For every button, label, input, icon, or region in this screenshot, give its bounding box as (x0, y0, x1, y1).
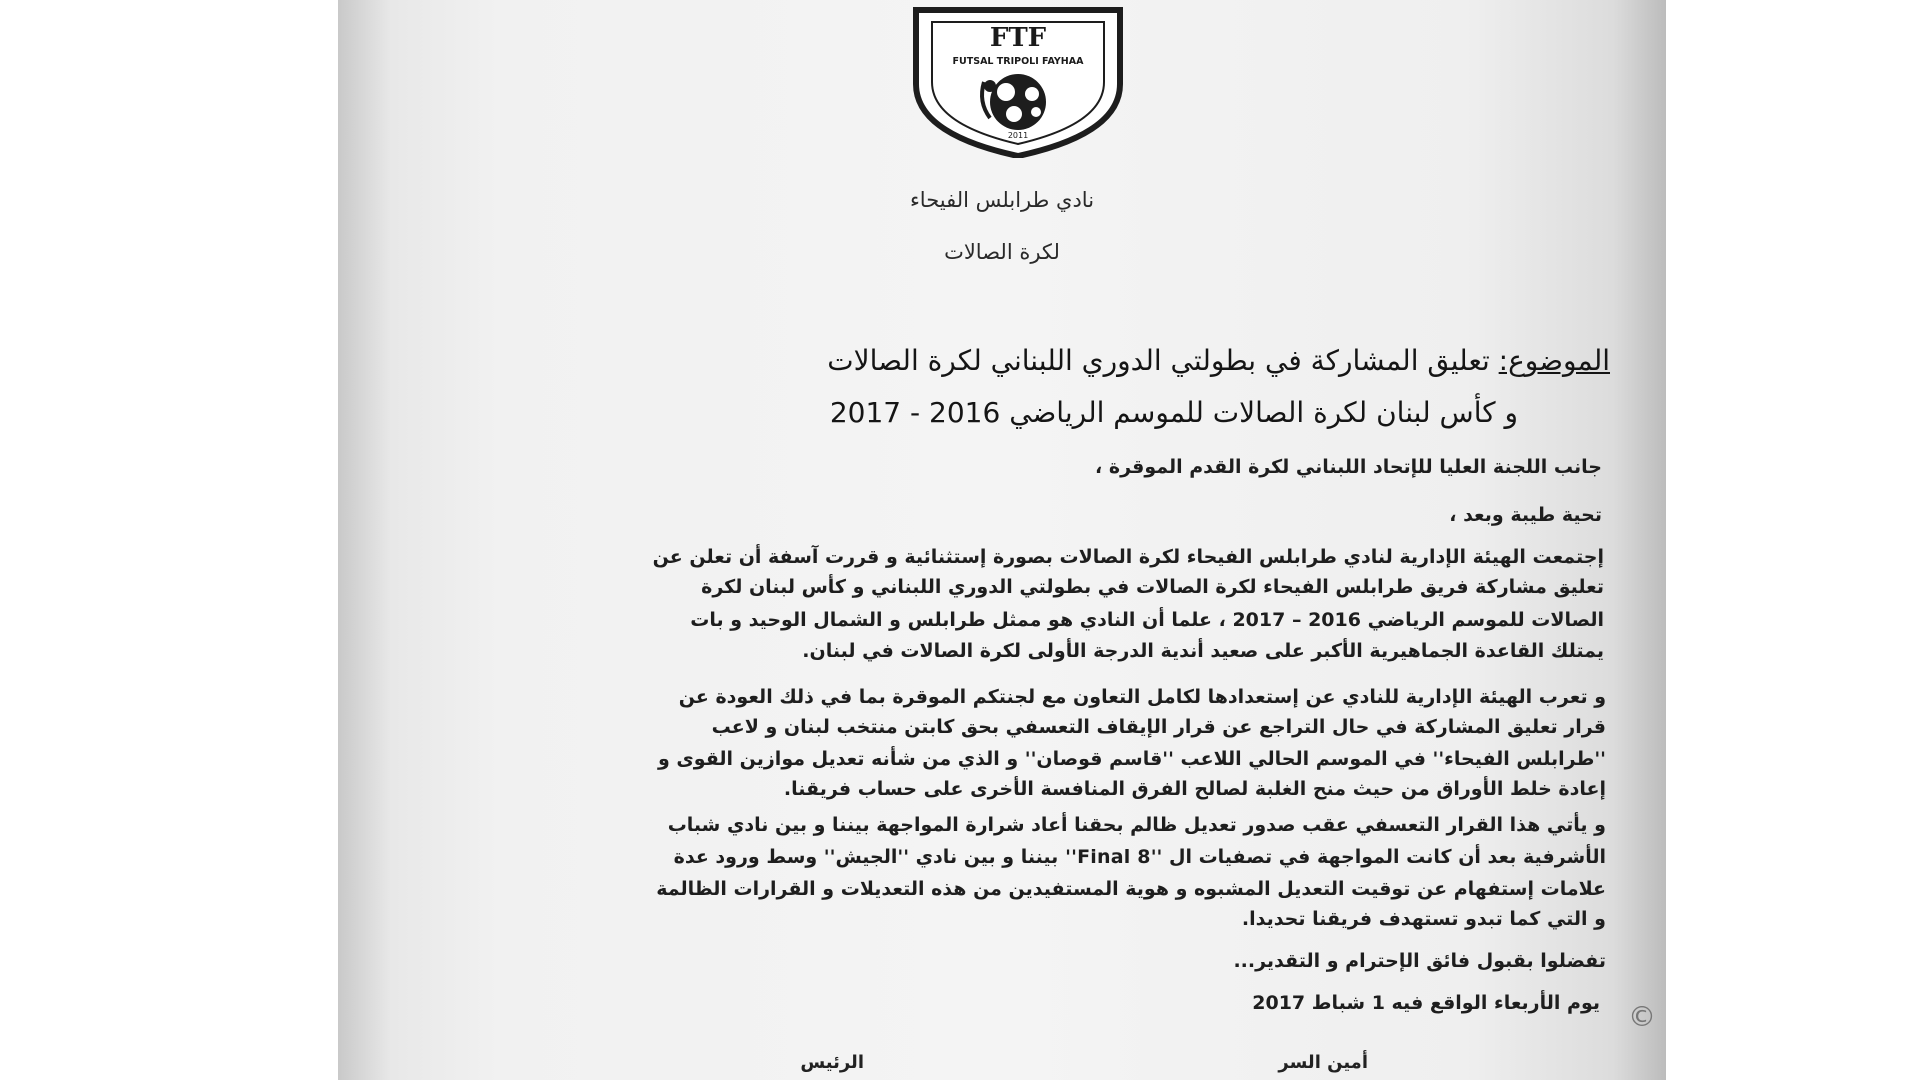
paragraph-3-line-4: و التي كما تبدو تستهدف فريقنا تحديدا. (1241, 908, 1606, 930)
paragraph-1-line-2: تعليق مشاركة فريق طرابلس الفيحاء لكرة الصالات في بطولتي الدوري اللبناني و كأس لبنان لكرة (701, 576, 1604, 598)
paragraph-1-line-3: الصالات للموسم الرياضي 2016 – 2017 ، علما أن النادي هو ممثل طرابلس و الشمال الوحيد و بات (690, 609, 1604, 631)
closing-line: تفضلوا بقبول فائق الإحترام و التقدير... (1233, 950, 1606, 972)
club-sport: لكرة الصالات (944, 240, 1060, 264)
left-margin (0, 0, 338, 1080)
paragraph-3-line-2: الأشرفية بعد أن كانت المواجهة في تصفيات ال ''Final 8'' بيننا و بين نادي ''الجيش'' وسط ورود عدة (673, 846, 1606, 868)
logo-letters: FTF (989, 23, 1047, 53)
signature-secretary: أمين السر (1278, 1052, 1368, 1073)
letter-page (338, 0, 1666, 1080)
greeting: تحية طيبة وبعد ، (1449, 504, 1602, 526)
paragraph-2-line-4: إعادة خلط الأوراق من حيث منح الغلبة لصالح الفرق المنافسة الأخرى على حساب فريقنا. (783, 778, 1606, 800)
subject-text-1: تعليق المشاركة في بطولتي الدوري اللبناني لكرة الصالات (827, 344, 1490, 377)
subject-label: الموضوع: (1498, 344, 1610, 377)
addressee: جانب اللجنة العليا للإتحاد اللبناني لكرة القدم الموقرة ، (1095, 456, 1602, 478)
club-logo (898, 6, 1138, 158)
paragraph-2-line-2: قرار تعليق المشاركة في حال التراجع عن قرار الإيقاف التعسفي بحق كابتن منتخب لبنان و لاعب (711, 716, 1606, 738)
logo-year: 2011 (1007, 131, 1029, 140)
paragraph-3-line-3: علامات إستفهام عن توقيت التعديل المشبوه و هوية المستفيدين من هذه التعديلات و القرارات الظالمة (656, 878, 1606, 900)
subject-line-1 (378, 344, 1610, 377)
paragraph-1-line-4: يمتلك القاعدة الجماهيرية الأكبر على صعيد أندية الدرجة الأولى لكرة الصالات في لبنان. (802, 640, 1604, 662)
signature-president: الرئيس (800, 1052, 864, 1073)
paragraph-2-line-1: و تعرب الهيئة الإدارية للنادي عن إستعدادها لكامل التعاون مع لجنتكم الموقرة بما في ذلك العودة عن (678, 686, 1606, 708)
date-line: يوم الأربعاء الواقع فيه 1 شباط 2017 (1252, 992, 1600, 1014)
paragraph-2-line-3: ''طرابلس الفيحاء'' في الموسم الحالي اللاعب ''قاسم قوصان'' و الذي من شأنه تعديل موازين القوى و (657, 748, 1606, 770)
paragraph-1-line-1: إجتمعت الهيئة الإدارية لنادي طرابلس الفيحاء لكرة الصالات بصورة إستثنائية و قررت آسفة أن تعلن عن (652, 546, 1604, 568)
right-margin (1666, 0, 1920, 1080)
paragraph-3-line-1: و يأتي هذا القرار التعسفي عقب صدور تعديل ظالم بحقنا أعاد شرارة المواجهة بيننا و بين نادي شباب (667, 814, 1606, 836)
subject-line-2: و كأس لبنان لكرة الصالات للموسم الرياضي 2016 - 2017 (829, 396, 1518, 429)
club-name: نادي طرابلس الفيحاء (909, 188, 1095, 212)
copyright-mark: © (1628, 1000, 1656, 1033)
logo-club-text: FUTSAL TRIPOLI FAYHAA (952, 56, 1084, 67)
